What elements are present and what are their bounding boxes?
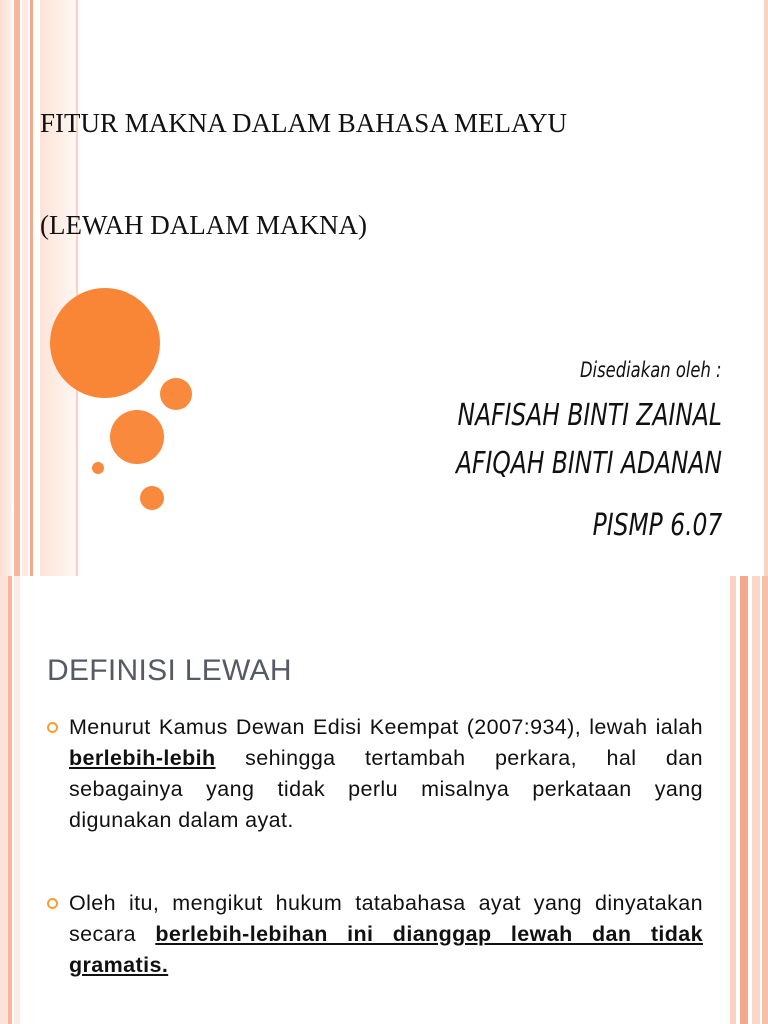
author-name: NAFISAH BINTI ZAINAL [457, 398, 722, 433]
definition-slide [0, 576, 768, 1024]
decorative-stripe [30, 0, 33, 576]
decorative-stripe [762, 576, 768, 1024]
decorative-stripe [752, 576, 760, 1024]
decorative-stripe [0, 576, 8, 1024]
decorative-stripe [22, 0, 28, 576]
bullet-emphasis: berlebih-lebih [69, 746, 216, 770]
author-name: AFIQAH BINTI ADANAN [456, 446, 722, 481]
slide-title: FITUR MAKNA DALAM BAHASA MELAYU [40, 108, 568, 138]
decorative-stripe [40, 0, 76, 576]
decorative-circle [160, 378, 192, 410]
decorative-stripe [764, 0, 768, 576]
bullet-emphasis: berlebih-lebihan ini dianggap lewah dan tidak gramatis. [69, 922, 703, 977]
decorative-stripe [740, 576, 748, 1024]
bullet-text: sehingga tertambah perkara, hal dan sebagainya yang tidak perlu misalnya perkataan yang digunakan dalam ayat. [69, 746, 703, 832]
decorative-circle-large [50, 288, 160, 398]
decorative-stripe [14, 0, 20, 576]
decorative-circle-small [92, 462, 104, 474]
decorative-circle [110, 410, 164, 464]
bullet-item [47, 888, 703, 981]
prepared-by-label: Disediakan oleh : [580, 358, 722, 382]
bullet-ring-icon [47, 722, 58, 733]
class-code: PISMP 6.07 [592, 508, 722, 543]
slide-subtitle: (LEWAH DALAM MAKNA) [40, 210, 367, 240]
bullet-list [47, 712, 703, 981]
decorative-stripe [76, 0, 78, 576]
decorative-circle [140, 486, 164, 510]
bullet-text: Oleh itu, mengikut hukum tatabahasa ayat yang dinyatakan secara [69, 891, 703, 946]
decorative-stripe [14, 576, 20, 1024]
decorative-stripe [730, 576, 736, 1024]
decorative-stripe [0, 0, 12, 576]
bullet-item [47, 712, 703, 836]
decorative-stripe [8, 576, 12, 1024]
bullet-ring-icon [47, 898, 58, 909]
section-heading: DEFINISI LEWAH [47, 654, 292, 687]
bullet-text: Menurut Kamus Dewan Edisi Keempat (2007:934), lewah ialah [69, 715, 703, 739]
